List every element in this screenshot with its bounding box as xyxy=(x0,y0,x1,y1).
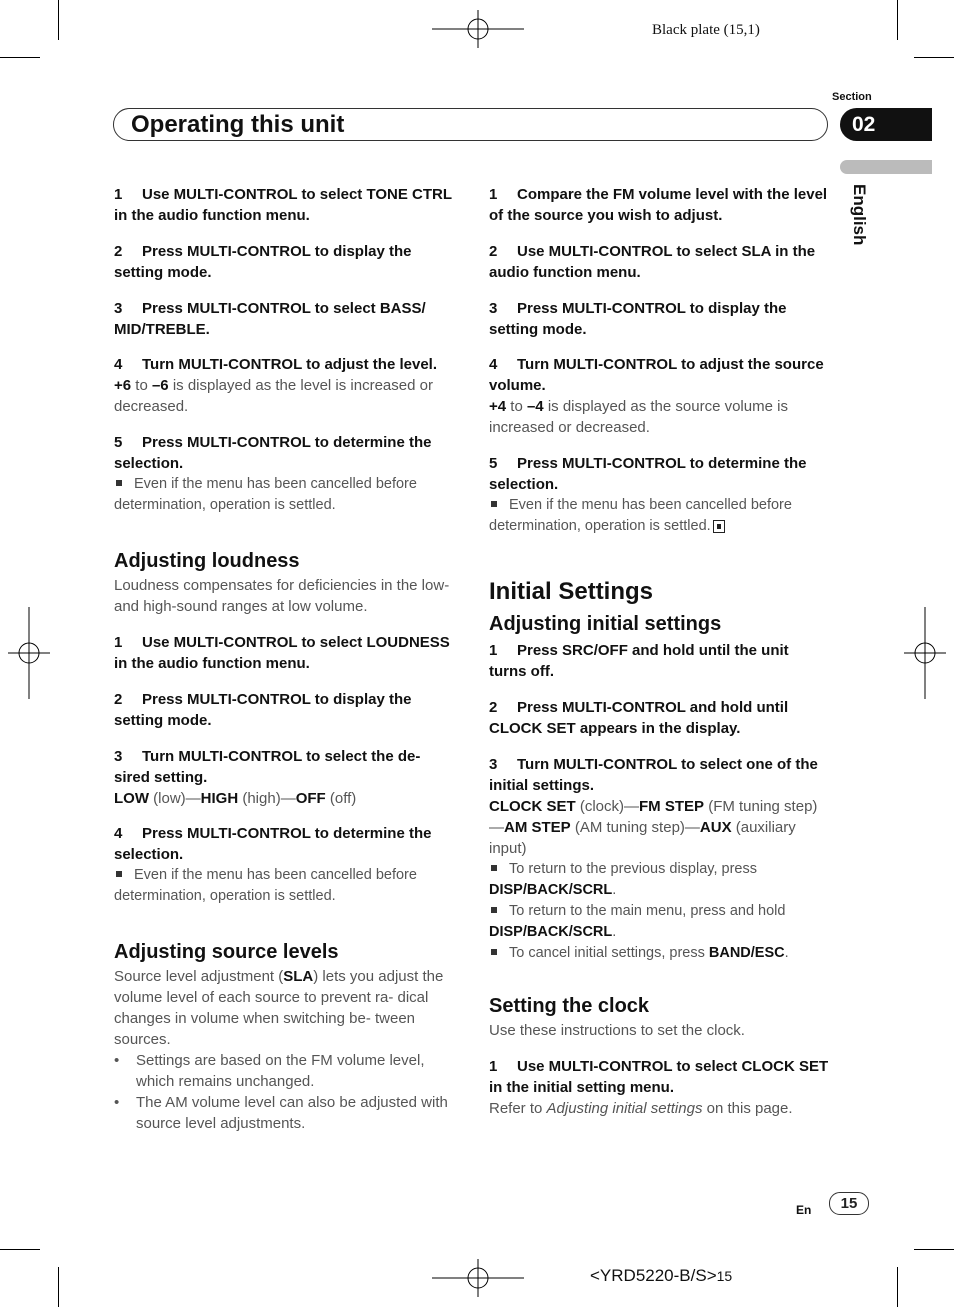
step: 5 Press MULTI-CONTROL to determine the selection. xyxy=(489,455,807,493)
note: Even if the menu has been cancelled before determination, operation is settled. xyxy=(489,497,792,534)
step: 2 Use MULTI-CONTROL to select SLA in the audio function menu. xyxy=(489,243,816,281)
step: 2 Press MULTI-CONTROL and hold until CLOCK SET appears in the display. xyxy=(489,699,789,737)
heading-setting-the-clock: Setting the clock xyxy=(489,995,650,1017)
step: 3 Turn MULTI-CONTROL to select one of the initial settings. xyxy=(489,756,818,794)
square-bullet-icon xyxy=(491,865,497,871)
step: 1 Use MULTI-CONTROL to select TONE CTRL in the audio function menu. xyxy=(114,186,452,224)
registration-mark-left xyxy=(8,607,50,699)
step: 3 Turn MULTI-CONTROL to select the de- sired setting. xyxy=(114,748,421,786)
initial-settings-options: CLOCK SET (clock)—FM STEP (FM tuning step)—AM STEP (AM tuning step)—AUX (auxiliary input) xyxy=(489,798,818,857)
step: 5 Press MULTI-CONTROL to determine the selection. xyxy=(114,434,432,472)
registration-mark-right xyxy=(904,607,946,699)
step: 1 Use MULTI-CONTROL to select LOUDNESS in the audio function menu. xyxy=(114,634,450,672)
registration-mark-bottom xyxy=(432,1259,524,1297)
crop-mark xyxy=(58,1267,59,1307)
crop-mark xyxy=(897,1267,898,1307)
section-number-badge: 02 xyxy=(840,108,932,141)
language-label: English xyxy=(850,184,869,246)
volume-range-text: +4 to –4 is displayed as the source volume is increased or decreased. xyxy=(489,398,788,436)
square-bullet-icon xyxy=(491,907,497,913)
right-column xyxy=(489,184,829,1119)
crop-mark xyxy=(897,0,898,40)
crop-mark xyxy=(0,1249,40,1250)
note: To return to the main menu, press and hold DISP/BACK/SCRL. xyxy=(489,903,786,940)
clock-intro: Use these instructions to set the clock. xyxy=(489,1022,745,1039)
heading-adjusting-source-levels: Adjusting source levels xyxy=(114,941,339,963)
square-bullet-icon xyxy=(116,480,122,486)
step: 3 Press MULTI-CONTROL to display the setting mode. xyxy=(489,300,787,338)
source-intro: Source level adjustment (SLA) lets you adjust the volume level of each source to prevent ra- dical changes in volume when switching be- tween sources. xyxy=(114,968,444,1048)
square-bullet-icon xyxy=(491,949,497,955)
registration-mark-top xyxy=(432,10,524,48)
step: 1 Press SRC/OFF and hold until the unit turns off. xyxy=(489,642,789,680)
note: Even if the menu has been cancelled before determination, operation is settled. xyxy=(114,476,417,513)
loudness-intro: Loudness compensates for deficiencies in the low- and high-sound ranges at low volume. xyxy=(114,577,450,615)
crop-mark xyxy=(914,57,954,58)
page-title: Operating this unit xyxy=(131,111,345,138)
page-number: 15 xyxy=(829,1192,869,1215)
left-column xyxy=(114,184,454,1134)
section-label: Section xyxy=(832,91,872,103)
footer-language: En xyxy=(796,1203,812,1217)
square-bullet-icon xyxy=(491,501,497,507)
step: 2 Press MULTI-CONTROL to display the setting mode. xyxy=(114,243,412,281)
note: Even if the menu has been cancelled before determination, operation is settled. xyxy=(114,867,417,904)
level-range-text: +6 to –6 is displayed as the level is increased or decreased. xyxy=(114,377,433,415)
model-code: <YRD5220-B/S>15 xyxy=(590,1266,733,1285)
heading-adjusting-initial-settings: Adjusting initial settings xyxy=(489,613,722,635)
step: 1 Use MULTI-CONTROL to select CLOCK SET in the initial setting menu. xyxy=(489,1058,829,1096)
heading-adjusting-loudness: Adjusting loudness xyxy=(114,550,300,572)
plate-label: Black plate (15,1) xyxy=(652,22,760,38)
crop-mark xyxy=(58,0,59,40)
end-mark-icon xyxy=(713,520,725,533)
bullet-item: • Settings are based on the FM volume level, which remains unchanged. xyxy=(114,1052,425,1090)
crop-mark xyxy=(914,1249,954,1250)
bullet-item: • The AM volume level can also be adjusted with source level adjustments. xyxy=(114,1094,448,1132)
note: To return to the previous display, press DISP/BACK/SCRL. xyxy=(489,861,757,898)
loudness-options: LOW (low)—HIGH (high)—OFF (off) xyxy=(114,790,357,807)
step: 2 Press MULTI-CONTROL to display the setting mode. xyxy=(114,691,412,729)
note: To cancel initial settings, press BAND/ESC. xyxy=(489,943,829,964)
language-tab-bar xyxy=(840,160,932,174)
crop-mark xyxy=(0,57,40,58)
square-bullet-icon xyxy=(116,871,122,877)
clock-reference: Refer to Adjusting initial settings on this page. xyxy=(489,1100,793,1117)
step: 4 Press MULTI-CONTROL to determine the selection. xyxy=(114,825,432,863)
step: 4 Turn MULTI-CONTROL to adjust the source volume. xyxy=(489,356,824,394)
step: 4 Turn MULTI-CONTROL to adjust the level. xyxy=(114,356,437,373)
step: 1 Compare the FM volume level with the level of the source you wish to adjust. xyxy=(489,186,828,224)
step: 3 Press MULTI-CONTROL to select BASS/ MID/TREBLE. xyxy=(114,300,426,338)
heading-initial-settings: Initial Settings xyxy=(489,578,654,605)
